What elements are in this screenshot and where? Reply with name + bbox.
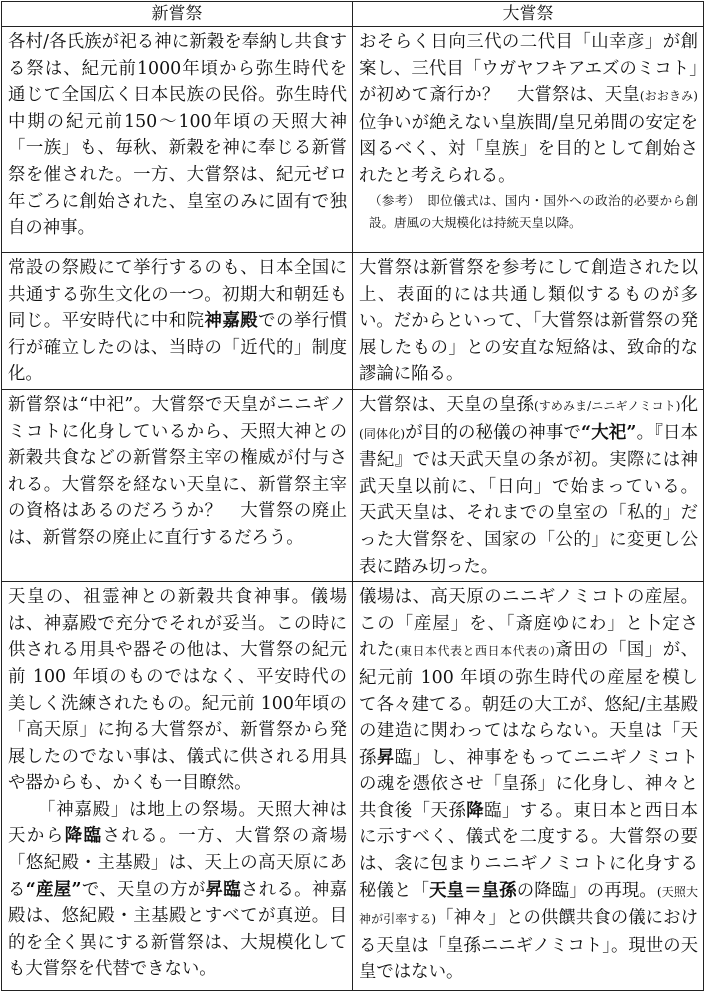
paragraph [8, 797, 347, 983]
cell-text: 大嘗祭は新嘗祭を参考にして創造された以上、表面的には共通し類似するものが多い。だからといって、「大嘗祭は新嘗祭の発展したもの」との安直な短絡は、致命的な謬論に陥る。 [359, 258, 698, 385]
cell-text: での挙行慣行が確立したのは、当時の「近代的」制度化。 [8, 311, 347, 385]
cell-right [353, 27, 704, 253]
emphasis-text: 神嘉殿 [204, 311, 259, 332]
reference-note: （参考） 即位儀式は、国内・国外への政治的必要から創設。唐風の大規模化は持統天皇以降。 [369, 192, 698, 230]
cell-left [2, 27, 353, 253]
cell-text: される。神嘉殿は、悠紀殿・主基殿とすべてが真逆。目的を全く異にする新嘗祭は、大規模化しても大嘗祭を代替できない。 [8, 879, 347, 980]
cell-left [2, 253, 353, 390]
emphasis-text: 天皇＝皇孫 [429, 880, 517, 901]
cell-text: 化 [680, 394, 698, 415]
cell-left [2, 582, 353, 991]
cell-text: 臨」し、神事をもってニニギノミコトの魂を憑依させ「皇孫」に化身し、神々と共食後「天孫 [359, 747, 698, 821]
cell-text: おそらく日向三代の二代目「山幸彦」が創案し、三代目「ウガヤフキアエズのミコト」が初めて斎行か？ 大嘗祭は、天皇 [359, 32, 698, 106]
reading-annotation: (天照大神が引率する) [359, 884, 698, 927]
reading-annotation: (すめみま/ニニギノミコト) [533, 398, 681, 413]
cell-text: 臨」する。東日本と西日本に示すべく、儀式を二度する。大嘗祭の要は、衾に包まりニニギノミコトに化身する秘儀と「 [359, 800, 698, 901]
emphasis-text: 昇 [376, 747, 395, 768]
table-row [2, 582, 704, 991]
emphasis-text: 降 [466, 800, 485, 821]
cell-right [353, 389, 704, 581]
emphasis-text: “産屋” [25, 879, 82, 900]
reading-annotation: (おおきみ) [639, 89, 698, 104]
cell-text: 「神々」との供饌共食の儀における天皇は「皇孫ニニギノミコト」。現世の天皇ではない。 [359, 908, 698, 983]
cell-text: 位争いが絶えない皇族間/皇兄弟間の安定を図るべく、対「皇族」を目的として創始されたと考えられる。 [359, 112, 698, 186]
cell-left [2, 389, 353, 581]
table-row [2, 389, 704, 581]
cell-text: で、天皇の方が [81, 879, 206, 900]
cell-text: 新嘗祭は“中祀”。大嘗祭で天皇がニニギノミコトに化身しているから、天照大神との新穀共食などの新嘗祭主宰の権威が付与される。大嘗祭を経ない天皇に、新嘗祭主宰の資格はあるのだろうか？ 大嘗祭の廃止は、新嘗祭の廃止に直行するだろう。 [8, 394, 347, 548]
cell-text: の降臨」の再現。 [516, 880, 657, 901]
header-daijo-sai: 大嘗祭 [353, 2, 704, 27]
cell-text: 。『日本書紀』では天武天皇の条が初。実際には神武天皇以前に、「日向」で始まっている。天武天皇は、それまでの皇室の「私的」だった大嘗祭を、国家の「公的」に変更し公表に踏み切った。 [359, 422, 698, 577]
reading-annotation: (東日本代表と西日本代表の) [394, 644, 555, 659]
header-niiname-sai: 新嘗祭 [2, 2, 353, 27]
header-row [2, 2, 704, 27]
cell-text: 斎田の「国」が、紀元前 100 年頃の弥生時代の産屋を模して各々建てる。朝廷の大工が、悠紀/主基殿の建造に関わってはならない。天皇は「天孫 [359, 640, 698, 768]
reading-annotation: (同体化) [359, 426, 406, 441]
cell-text: 常設の祭殿にて挙行するのも、日本全国に共通する弥生文化の一つ。初期大和朝廷も同じ。平安時代に中和院 [8, 258, 347, 332]
cell-text: 天皇の、祖霊神との新穀共食神事。儀場は、神嘉殿で充分でそれが妥当。この時に供される用具や器その他は、大嘗祭の紀元前 100 年頃のものではなく、平安時代の美しく洗練されたもの。紀元前 100年頃の「高天原」に拘る大嘗祭が、新嘗祭から発展したのでない事は、儀式に供される用具や器からも、かくも一目瞭然。 [8, 587, 347, 794]
table-row [2, 27, 704, 253]
cell-text: 各村/各氏族が祀る神に新穀を奉納し共食する祭は、紀元前1000年頃から弥生時代を通じて全国広く日本民族の民俗。弥生時代中期の紀元前150〜100年頃の天照大神「一族」も、毎秋、新穀を神に奉じる新嘗祭を催された。一方、大嘗祭は、紀元ゼロ年ごろに創始された、皇室のみに固有で独自の神事。 [8, 32, 347, 239]
table-row [2, 253, 704, 390]
cell-text: 大嘗祭は、天皇の皇孫 [359, 394, 534, 415]
cell-text: が目的の秘儀の神事で [405, 422, 582, 443]
emphasis-text: 降臨 [64, 826, 103, 847]
cell-right [353, 253, 704, 390]
cell-text: 「神嘉殿」は地上の祭場。天照大神は天から [8, 799, 347, 847]
cell-text: される。一方、大嘗祭の斎場「悠紀殿・主基殿」は、天上の高天原にある [8, 826, 347, 900]
cell-text: 儀場は、高天原のニニギノミコトの産屋。この「産屋」を、「斎庭ゆにわ」と卜定された [359, 587, 698, 661]
cell-right [353, 582, 704, 991]
emphasis-text: “大祀” [581, 422, 637, 443]
comparison-table [1, 1, 704, 991]
emphasis-text: 昇臨 [205, 879, 241, 900]
